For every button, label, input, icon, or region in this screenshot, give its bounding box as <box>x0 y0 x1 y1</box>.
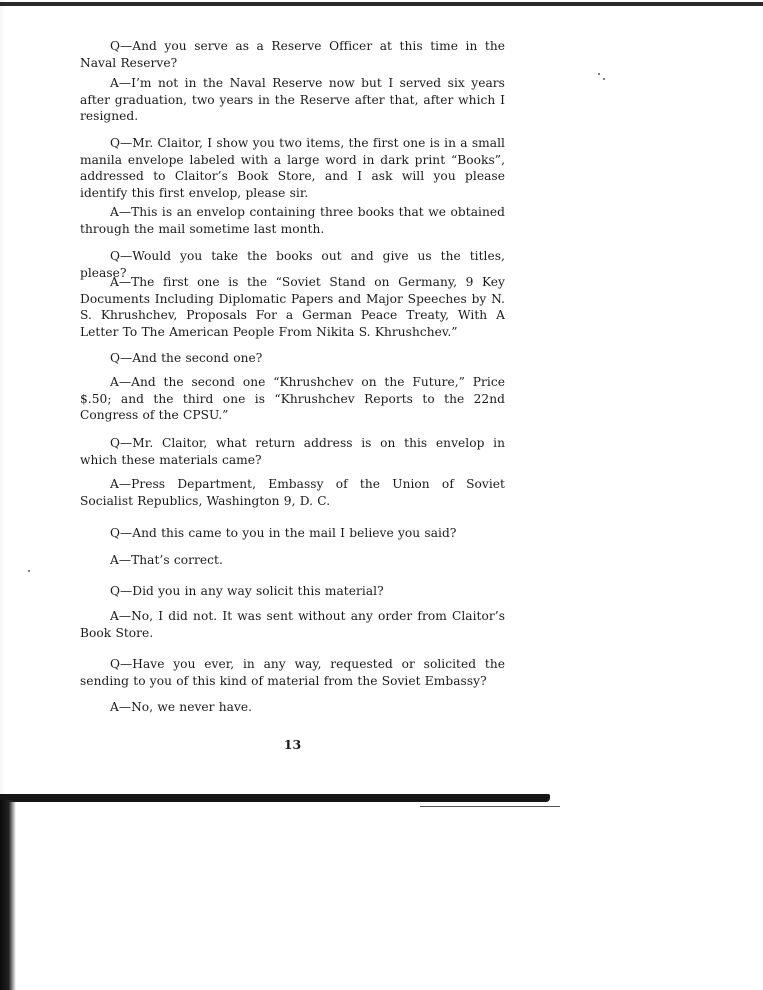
paragraph-question-titles: Q—Would you take the books out and give us the titles, please? <box>80 249 505 280</box>
paragraph-question-came-in-mail: Q—And this came to you in the mail I believe you said? <box>110 526 457 540</box>
paragraph-answer-naval-reserve: A—I’m not in the Naval Reserve now but I served six years after graduation, two years in the Reserve after that, after which I resigned. <box>80 76 505 124</box>
paragraph-answer-no-order: A—No, I did not. It was sent without any order from Claitor’s Book Store. <box>80 609 505 640</box>
left-scan-edge <box>0 800 16 990</box>
margin-speck <box>598 73 600 75</box>
paragraph-question-return-address: Q—Mr. Claitor, what return address is on this envelop in which these materials came? <box>80 436 505 467</box>
paragraph-answer-envelop-contents: A—This is an envelop containing three books that we obtained through the mail sometime last month. <box>80 205 505 236</box>
margin-speck <box>28 570 30 572</box>
bottom-scan-shadow <box>0 794 550 802</box>
paragraph-answer-press-department: A—Press Department, Embassy of the Union of Soviet Socialist Republics, Washington 9, D. C. <box>80 477 505 508</box>
left-binding-shadow <box>0 0 6 800</box>
paragraph-question-solicit: Q—Did you in any way solicit this material? <box>110 584 384 598</box>
top-edge-rule <box>0 2 763 6</box>
paragraph-question-ever-requested: Q—Have you ever, in any way, requested or solicited the sending to you of this kind of material from the Soviet Embassy? <box>80 657 505 688</box>
paragraph-answer-correct: A—That’s correct. <box>110 553 223 567</box>
paragraph-answer-never: A—No, we never have. <box>110 700 253 714</box>
paragraph-question-reserve-officer: Q—And you serve as a Reserve Officer at this time in the Naval Reserve? <box>80 39 505 70</box>
paragraph-question-two-items: Q—Mr. Claitor, I show you two items, the first one is in a small manila envelope labeled with a large word in dark print “Books”, addressed to Claitor’s Book Store, and I ask will you please identify this first envelop, please sir. <box>80 136 505 200</box>
paragraph-question-second-one: Q—And the second one? <box>110 351 263 365</box>
margin-speck <box>603 78 605 80</box>
bottom-scan-line <box>420 806 560 807</box>
paragraph-answer-second-third-titles: A—And the second one “Khrushchev on the Future,” Price $.50; and the third one is “Khrushchev Reports to the 22nd Congress of the CPSU.” <box>80 375 505 423</box>
page-number: 13 <box>283 737 302 752</box>
paragraph-answer-first-title: A—The first one is the “Soviet Stand on Germany, 9 Key Documents Including Diplomatic Papers and Major Speeches by N. S. Khrushchev, Proposals For a German Peace Treaty, With A Letter To The American People From Nikita S. Khrushchev.” <box>80 275 505 339</box>
